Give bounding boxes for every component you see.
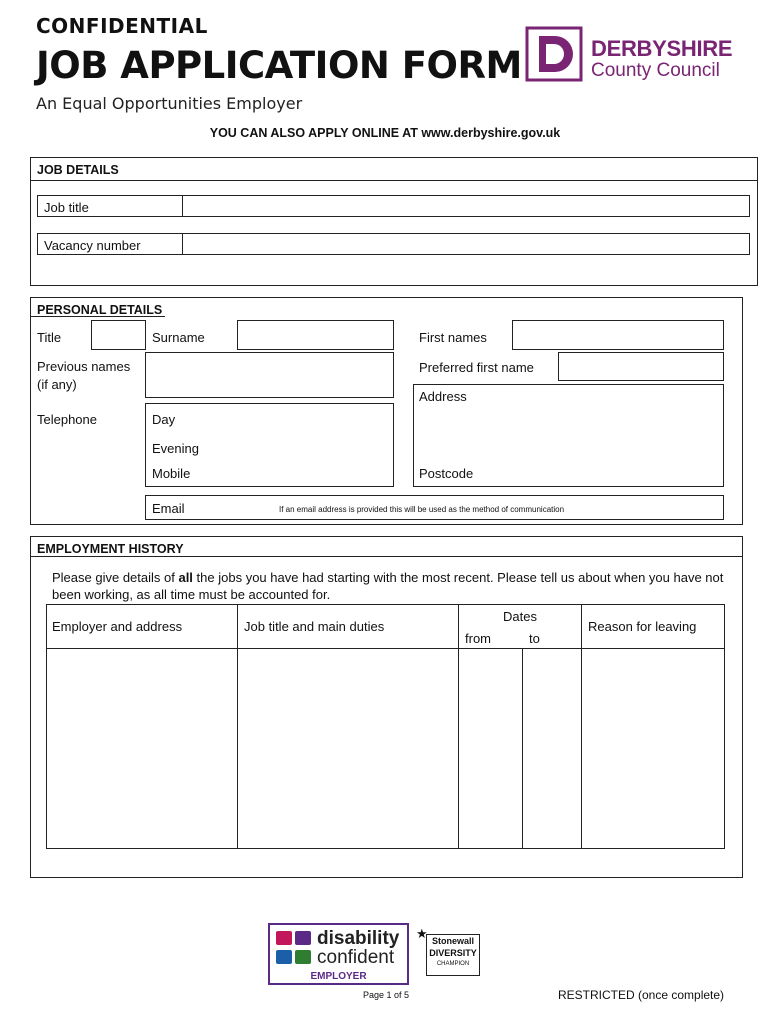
personal-details-heading: PERSONAL DETAILS <box>37 303 163 317</box>
instructions-bold: all <box>178 570 193 585</box>
restricted-label: RESTRICTED (once complete) <box>558 988 725 1002</box>
vacancy-number-label: Vacancy number <box>44 238 141 253</box>
vacancy-number-field[interactable] <box>182 233 750 255</box>
reason-cell[interactable] <box>582 649 724 848</box>
stonewall-badge <box>416 926 482 980</box>
star-icon: ★ <box>416 926 428 941</box>
job-duties-cell[interactable] <box>238 649 457 848</box>
stonewall-line2: DIVERSITY <box>429 948 477 958</box>
employment-instructions-line2: been working, as all time must be accounted for. <box>52 587 331 602</box>
email-label: Email <box>152 501 185 516</box>
job-details-section <box>30 157 758 286</box>
first-names-field[interactable] <box>512 320 724 350</box>
check-icon <box>295 931 311 945</box>
disability-word: disability <box>317 928 400 949</box>
previous-names-field[interactable] <box>145 352 394 398</box>
employer-cell[interactable] <box>47 649 236 848</box>
online-note: YOU CAN ALSO APPLY ONLINE AT www.derbyshire.gov.uk <box>209 126 561 140</box>
job-details-divider <box>30 180 758 181</box>
telephone-evening-label: Evening <box>152 441 199 456</box>
surname-label: Surname <box>152 330 205 345</box>
previous-names-label: Previous names <box>37 359 131 374</box>
col-header-to: to <box>529 631 540 646</box>
col-header-from: from <box>465 631 491 646</box>
title-field[interactable] <box>91 320 146 350</box>
employment-history-heading: EMPLOYMENT HISTORY <box>37 542 184 556</box>
date-to-cell[interactable] <box>523 649 580 848</box>
employment-instructions <box>52 570 723 585</box>
logo-name-line2: County Council <box>591 60 720 81</box>
instructions-part2: the jobs you have had starting with the most recent. Please tell us about when you have not <box>192 570 724 585</box>
job-title-field[interactable] <box>182 195 750 217</box>
stonewall-line3: CHAMPION <box>436 961 470 967</box>
council-logo-icon <box>525 26 585 82</box>
telephone-label: Telephone <box>37 412 97 427</box>
telephone-mobile-label: Mobile <box>152 466 191 481</box>
title-label: Title <box>37 330 62 345</box>
page-subtitle: An Equal Opportunities Employer <box>36 94 303 113</box>
job-details-heading: JOB DETAILS <box>37 163 119 177</box>
col-header-employer: Employer and address <box>52 619 183 634</box>
telephone-day-label: Day <box>152 412 176 427</box>
confident-word: confident <box>317 947 395 968</box>
first-names-label: First names <box>419 330 487 345</box>
logo-name-line1: DERBYSHIRE <box>591 36 733 61</box>
employer-word: EMPLOYER <box>310 971 367 982</box>
council-logo <box>525 26 755 82</box>
col-header-job: Job title and main duties <box>244 619 385 634</box>
col-header-reason: Reason for leaving <box>588 619 697 634</box>
address-label: Address <box>419 389 467 404</box>
page-title: JOB APPLICATION FORM <box>36 44 522 87</box>
job-title-label: Job title <box>44 200 89 215</box>
surname-field[interactable] <box>237 320 394 350</box>
email-note: If an email address is provided this will be used as the method of communication <box>279 505 565 514</box>
preferred-name-label: Preferred first name <box>419 360 534 375</box>
previous-names-label-2: (if any) <box>37 377 77 392</box>
postcode-label: Postcode <box>419 466 474 481</box>
people-icon <box>276 931 292 945</box>
lock-icon <box>276 950 292 964</box>
employment-history-divider <box>30 556 743 557</box>
disability-confident-badge <box>268 923 409 985</box>
instructions-part1: Please give details of <box>52 570 179 585</box>
speech-icon <box>295 950 311 964</box>
preferred-name-field[interactable] <box>558 352 724 381</box>
col-header-dates: Dates <box>503 609 537 624</box>
date-from-cell[interactable] <box>459 649 521 848</box>
page-number: Page 1 of 5 <box>363 990 410 1000</box>
stonewall-line1: Stonewall <box>431 936 474 946</box>
confidential-label: CONFIDENTIAL <box>36 14 208 38</box>
